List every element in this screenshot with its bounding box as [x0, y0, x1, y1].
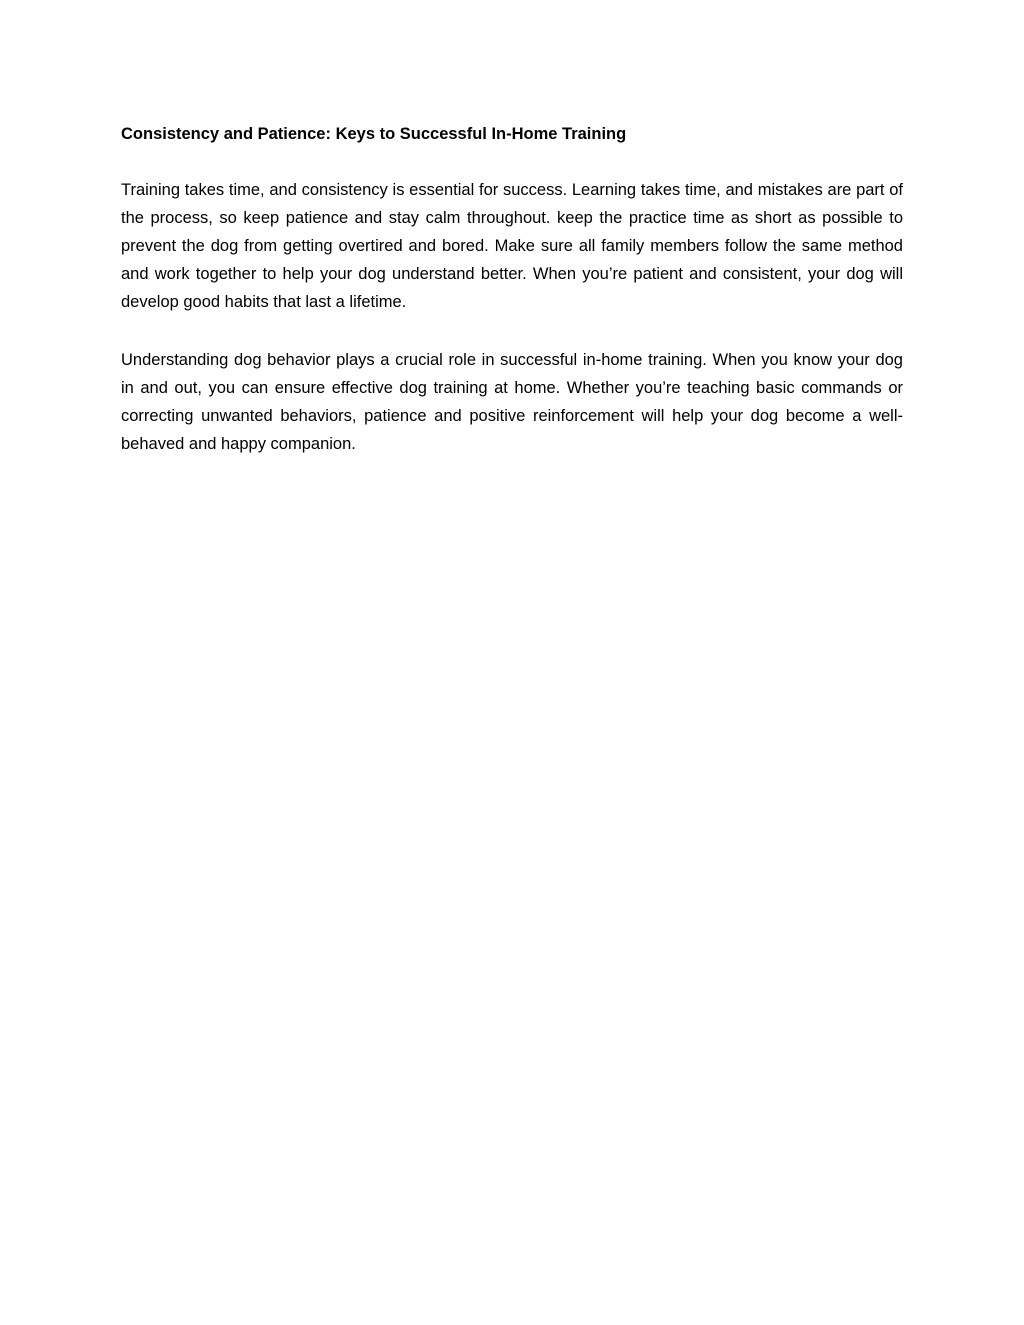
paragraph-consistency: Training takes time, and consistency is essential for success. Learning takes time, and mistakes are part of the process, so keep patience and stay calm throughout. keep the practice time as short as possible to prevent the dog from getting overtired and bored. Make sure all family members follow the same method and work together to help your dog understand better. When you’re patient and consistent, your dog will develop good habits that last a lifetime. — [121, 181, 903, 311]
section-heading: Consistency and Patience: Keys to Successful In-Home Training — [121, 125, 627, 143]
paragraph-understanding-behavior: Understanding dog behavior plays a crucial role in successful in-home training. When you know your dog in and out, you can ensure effective dog training at home. Whether you’re teaching basic commands or correcting unwanted behaviors, patience and positive reinforcement will help your dog become a well-behaved and happy companion. — [121, 351, 903, 453]
document-body — [121, 120, 903, 488]
